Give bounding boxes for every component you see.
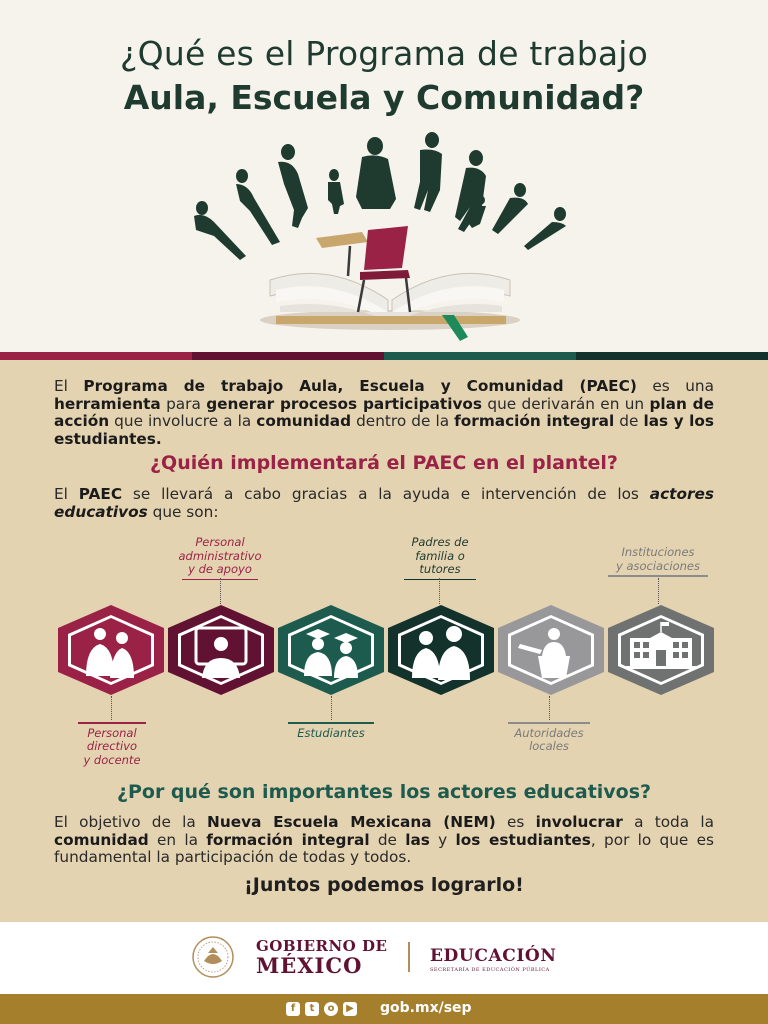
site-link[interactable]: gob.mx/sep <box>380 1000 472 1016</box>
authority-speaker-icon <box>498 605 604 695</box>
logo-divider <box>408 942 410 972</box>
section1-paragraph: El PAEC se llevará a cabo gracias a la ayuda e intervención de los actores educativos que son: <box>54 485 714 521</box>
actors-hexagon-row <box>56 604 716 696</box>
connector-authorities <box>549 696 550 720</box>
connector-parents <box>439 578 440 604</box>
slogan: ¡Juntos podemos lograrlo! <box>244 874 524 896</box>
section2-heading: ¿Por qué son importantes los actores educativos? <box>116 781 652 803</box>
color-stripes <box>0 352 768 360</box>
header-section <box>0 0 768 352</box>
actor-label-parents: Padres de familia o tutores <box>388 536 492 580</box>
actor-label-admin-staff: Personal administrativo y de apoyo <box>164 536 276 580</box>
facebook-icon[interactable]: f <box>286 1002 300 1016</box>
edu-line1: EDUCACIÓN <box>430 946 557 966</box>
national-seal-icon <box>182 935 244 979</box>
stripe-2 <box>192 352 384 360</box>
intro-paragraph: El Programa de trabajo Aula, Escuela y Comunidad (PAEC) es una herramienta para generar procesos participativos que derivarán en un plan de acción que involucre a la comunidad dentro de la formación integral de las y los estudiantes. <box>54 377 715 448</box>
stripe-4 <box>576 352 768 360</box>
community-book-illustration <box>180 130 600 345</box>
page-title-line1: ¿Qué es el Programa de trabajo <box>119 34 649 73</box>
social-links <box>286 1002 357 1016</box>
twitter-icon[interactable]: t <box>305 1002 319 1016</box>
admin-staff-icon <box>168 605 274 695</box>
youtube-icon[interactable]: ▶ <box>343 1002 357 1016</box>
connector-admin <box>220 578 221 604</box>
school-building-icon <box>608 605 714 695</box>
page-title-line2: Aula, Escuela y Comunidad? <box>123 78 645 117</box>
graduates-icon <box>278 605 384 695</box>
connector-students <box>331 696 332 720</box>
stripe-3 <box>384 352 576 360</box>
actor-label-teachers: Personal directivo y docente <box>68 722 156 767</box>
edu-line2: SECRETARÍA DE EDUCACIÓN PÚBLICA <box>430 967 550 973</box>
actor-label-students: Estudiantes <box>276 722 386 740</box>
gobierno-de-mexico-logo <box>256 937 387 978</box>
gob-line1: GOBIERNO DE <box>256 937 388 955</box>
teachers-icon <box>58 605 164 695</box>
section1-heading: ¿Quién implementará el PAEC en el plantel? <box>150 452 618 474</box>
open-book-icon <box>260 273 520 341</box>
section2-paragraph: El objetivo de la Nueva Escuela Mexicana (NEM) es involucrar a toda la comunidad en la formación integral de las y los estudiantes, por lo que es fundamental la participación de todas y todos. <box>54 813 715 866</box>
educacion-logo <box>430 946 556 973</box>
instagram-icon[interactable]: o <box>324 1002 338 1016</box>
parents-icon <box>388 605 494 695</box>
actor-label-authorities: Autoridades locales <box>494 722 604 754</box>
gob-line2: MÉXICO <box>256 953 363 978</box>
connector-institutions <box>658 578 659 604</box>
stripe-1 <box>0 352 192 360</box>
connector-teachers <box>111 696 112 720</box>
actor-label-institutions: Instituciones y asociaciones <box>598 546 718 577</box>
